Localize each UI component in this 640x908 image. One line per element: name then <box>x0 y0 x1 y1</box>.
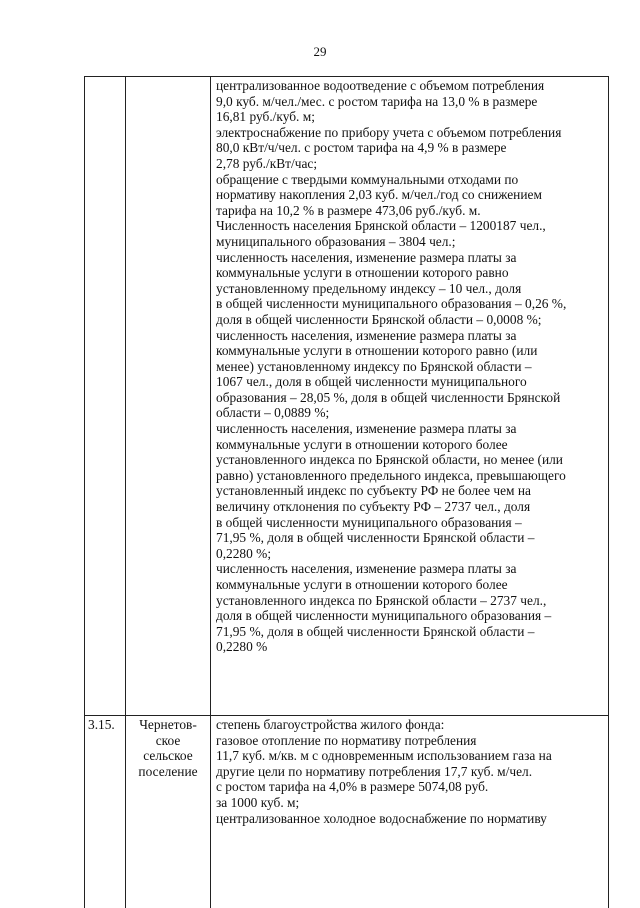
municipality-name-cell <box>126 77 211 716</box>
description-cell <box>211 77 609 716</box>
text-line: электроснабжение по прибору учета с объемом потребления <box>216 125 605 141</box>
text-line: установленному предельному индексу – 10 чел., доля <box>216 281 605 297</box>
text-line: образования – 28,05 %, доля в общей численности Брянской <box>216 390 605 406</box>
description-cell <box>211 716 609 908</box>
text-line: в общей численности муниципального образования – <box>216 515 605 531</box>
row-number-cell: 3.15. <box>85 716 126 908</box>
row-number-cell <box>85 77 126 716</box>
text-line: газовое отопление по нормативу потребления <box>216 733 605 749</box>
text-line: 71,95 %, доля в общей численности Брянской области – <box>216 624 605 640</box>
table-row <box>85 716 609 908</box>
text-line: численность населения, изменение размера платы за <box>216 421 605 437</box>
text-line: 71,95 %, доля в общей численности Брянской области – <box>216 530 605 546</box>
text-line: доля в общей численности муниципального образования – <box>216 608 605 624</box>
text-line: сельское <box>129 748 207 764</box>
description-text <box>216 717 605 826</box>
text-line: равно) установленного предельного индекса, превышающего <box>216 468 605 484</box>
text-line: численность населения, изменение размера платы за <box>216 328 605 344</box>
text-line: централизованное холодное водоснабжение по нормативу <box>216 811 605 827</box>
text-line: 11,7 куб. м/кв. м с одновременным использованием газа на <box>216 748 605 764</box>
text-line: ское <box>129 733 207 749</box>
text-line: за 1000 куб. м; <box>216 795 605 811</box>
text-line: нормативу накопления 2,03 куб. м/чел./год со снижением <box>216 187 605 203</box>
text-line: установленный индекс по субъекту РФ не более чем на <box>216 483 605 499</box>
municipality-name-cell <box>126 716 211 908</box>
text-line: 2,78 руб./кВт/час; <box>216 156 605 172</box>
text-line: области – 0,0889 %; <box>216 405 605 421</box>
text-line: величину отклонения по субъекту РФ – 2737 чел., доля <box>216 499 605 515</box>
text-line: муниципального образования – 3804 чел.; <box>216 234 605 250</box>
text-line: 1067 чел., доля в общей численности муниципального <box>216 374 605 390</box>
text-line: 9,0 куб. м/чел./мес. с ростом тарифа на 13,0 % в размере <box>216 94 605 110</box>
text-line: 16,81 руб./куб. м; <box>216 109 605 125</box>
text-line: 80,0 кВт/ч/чел. с ростом тарифа на 4,9 % в размере <box>216 140 605 156</box>
text-line: 0,2280 %; <box>216 546 605 562</box>
text-line: коммунальные услуги в отношении которого равно (или <box>216 343 605 359</box>
text-line: обращение с твердыми коммунальными отходами по <box>216 172 605 188</box>
text-line: поселение <box>129 764 207 780</box>
text-line: коммунальные услуги в отношении которого более <box>216 577 605 593</box>
text-line: Численность населения Брянской области – 1200187 чел., <box>216 218 605 234</box>
text-line: централизованное водоотведение с объемом потребления <box>216 78 605 94</box>
text-line: менее) установленному индексу по Брянской области – <box>216 359 605 375</box>
text-line: другие цели по нормативу потребления 17,7 куб. м/чел. <box>216 764 605 780</box>
text-line: 0,2280 % <box>216 639 605 655</box>
description-text <box>216 78 605 655</box>
text-line: численность населения, изменение размера платы за <box>216 561 605 577</box>
table-row <box>85 77 609 716</box>
text-line: коммунальные услуги в отношении которого более <box>216 437 605 453</box>
text-line: доля в общей численности Брянской области – 0,0008 %; <box>216 312 605 328</box>
municipality-name <box>129 717 207 779</box>
data-table <box>84 76 609 908</box>
text-line: коммунальные услуги в отношении которого равно <box>216 265 605 281</box>
text-line: Чернетов- <box>129 717 207 733</box>
text-line: степень благоустройства жилого фонда: <box>216 717 605 733</box>
page-number: 29 <box>0 44 640 60</box>
text-line: установленного индекса по Брянской области, но менее (или <box>216 452 605 468</box>
text-line: численность населения, изменение размера платы за <box>216 250 605 266</box>
text-line: в общей численности муниципального образования – 0,26 %, <box>216 296 605 312</box>
text-line: установленного индекса по Брянской области – 2737 чел., <box>216 593 605 609</box>
text-line: с ростом тарифа на 4,0% в размере 5074,08 руб. <box>216 779 605 795</box>
text-line: тарифа на 10,2 % в размере 473,06 руб./куб. м. <box>216 203 605 219</box>
